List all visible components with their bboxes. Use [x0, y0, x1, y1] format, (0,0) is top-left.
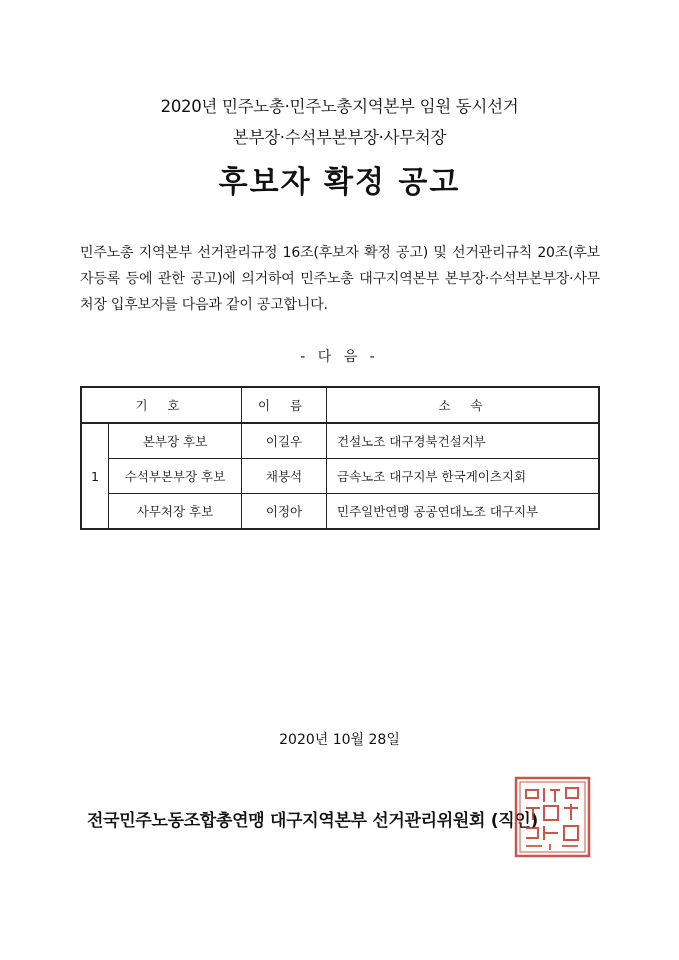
announcement-paragraph: 민주노총 지역본부 선거관리규정 16조(후보자 확정 공고) 및 선거관리규칙 20조(후보자등록 등에 관한 공고)에 의거하여 민주노총 대구지역본부 본부장·수석부본부장·사무처장 입후보자를 다음과 같이 공고합니다. — [80, 245, 600, 313]
section-separator: - 다 음 - — [300, 349, 379, 365]
official-seal-icon — [514, 776, 591, 858]
position-cell: 수석부본부장 후보 — [109, 459, 242, 494]
candidate-table — [80, 386, 600, 530]
page-title: 후보자 확정 공고 — [218, 165, 461, 200]
name-cell: 이길우 — [242, 423, 327, 459]
issuer-signature: 전국민주노동조합총연맹 대구지역본부 선거관리위원회 (직인) — [87, 811, 538, 831]
position-cell: 본부장 후보 — [109, 423, 242, 459]
table-row — [81, 459, 599, 494]
affiliation-cell: 금속노조 대구지부 한국게이츠지회 — [327, 459, 600, 494]
announcement-date: 2020년 10월 28일 — [279, 732, 400, 748]
table-row — [81, 423, 599, 459]
affiliation-cell: 건설노조 대구경북건설지부 — [327, 423, 600, 459]
header-affiliation: 소 속 — [327, 387, 600, 423]
header-election-line: 2020년 민주노총·민주노총지역본부 임원 동시선거 — [160, 97, 519, 116]
position-cell: 사무처장 후보 — [109, 494, 242, 530]
group-number: 1 — [81, 423, 109, 529]
table-row — [81, 494, 599, 530]
header-name: 이 름 — [242, 387, 327, 423]
header-positions-line: 본부장·수석부본부장·사무처장 — [232, 128, 447, 147]
affiliation-cell: 민주일반연맹 공공연대노조 대구지부 — [327, 494, 600, 530]
table-header-row — [81, 387, 599, 423]
name-cell: 채붕석 — [242, 459, 327, 494]
header-symbol: 기 호 — [81, 387, 242, 423]
name-cell: 이정아 — [242, 494, 327, 530]
